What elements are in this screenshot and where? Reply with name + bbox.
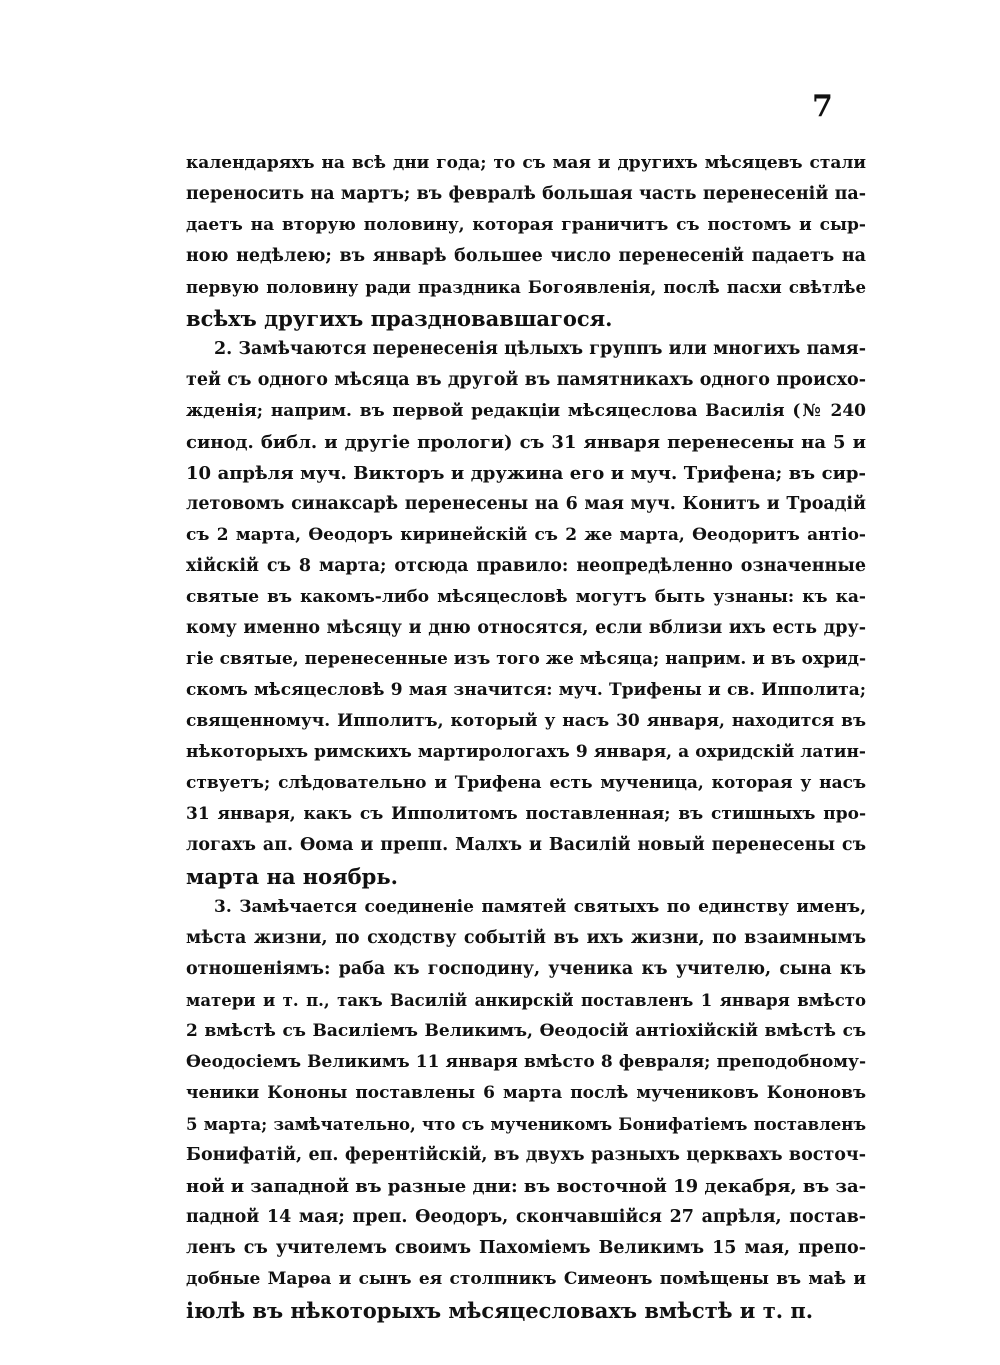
text-line: добные Марѳа и сынъ ея столпникъ Симеонъ помѣщены въ маѣ и [186, 1269, 866, 1289]
text-line: падной 14 мая; преп. Ѳеодоръ, скончавшійся 27 апрѣля, постав- [186, 1207, 866, 1227]
text-line: 2 вмѣстѣ съ Василіемъ Великимъ, Ѳеодосій антіохійскій вмѣстѣ съ [186, 1021, 866, 1041]
text-line: 31 января, какъ съ Ипполитомъ поставленная; въ стишныхъ про- [186, 804, 866, 824]
text-line: отношеніямъ: раба къ господину, ученика къ учителю, сына къ [186, 959, 866, 979]
text-line: марта на ноябрь. [186, 864, 398, 889]
text-line: нѣкоторыхъ римскихъ мартирологахъ 9 января, а охридскій латин- [186, 742, 866, 762]
text-line: мѣста жизни, по сходству событій въ ихъ жизни, по взаимнымъ [186, 928, 866, 948]
text-line: даетъ на вторую половину, которая граничитъ съ постомъ и сыр- [186, 215, 866, 235]
text-line: логахъ ап. Ѳома и препп. Малхъ и Василій новый перенесены съ [186, 835, 866, 855]
text-line: святые въ какомъ-либо мѣсяцесловѣ могутъ быть узнаны: къ ка- [186, 587, 866, 607]
text-line: ной и западной въ разные дни: въ восточной 19 декабря, въ за- [186, 1176, 866, 1197]
text-line: хійскій съ 8 марта; отсюда правило: неопредѣленно означенные [186, 556, 866, 576]
text-line: кому именно мѣсяцу и дню относятся, если вблизи ихъ есть дру- [186, 618, 866, 638]
text-line: всѣхъ другихъ праздновавшагося. [186, 306, 613, 331]
text-line: жденія; наприм. въ первой редакціи мѣсяцеслова Василія (№ 240 [186, 401, 866, 421]
text-line: матери и т. п., такъ Василій анкирскій поставленъ 1 января вмѣсто [186, 991, 866, 1010]
text-line: Ѳеодосіемъ Великимъ 11 января вмѣсто 8 февраля; преподобному- [186, 1052, 866, 1072]
text-line: ченики Кононы поставлены 6 марта послѣ мучениковъ Кононовъ [186, 1083, 866, 1103]
text-line: священномуч. Ипполитъ, который у насъ 30 января, находится въ [186, 711, 866, 731]
text-line: гіе святые, перенесенные изъ того же мѣсяца; наприм. и въ охрид- [186, 649, 866, 669]
page-number: 7 [812, 89, 833, 124]
text-line: первую половину ради праздника Богоявленія, послѣ пасхи свѣтлѣе [186, 278, 866, 297]
text-line: переносить на мартъ; въ февралѣ большая часть перенесеній па- [186, 184, 866, 204]
text-line: календаряхъ на всѣ дни года; то съ мая и другихъ мѣсяцевъ стали [186, 153, 866, 173]
text-line: тей съ одного мѣсяца въ другой въ памятникахъ одного происхо- [186, 370, 866, 390]
text-line: 3. Замѣчается соединеніе памятей святыхъ по единству именъ, [214, 897, 866, 917]
text-line: Бонифатій, еп. ферентійскій, въ двухъ разныхъ церквахъ восточ- [186, 1145, 866, 1165]
text-line: ленъ съ учителемъ своимъ Пахоміемъ Великимъ 15 мая, препо- [186, 1238, 866, 1258]
text-line: 2. Замѣчаются перенесенія цѣлыхъ группъ или многихъ памя- [214, 339, 866, 359]
text-line: скомъ мѣсяцесловѣ 9 мая значится: муч. Трифены и св. Ипполита; [186, 680, 866, 700]
text-line: ствуетъ; слѣдовательно и Трифена есть мученица, которая у насъ [186, 773, 866, 793]
body-text [186, 148, 866, 1326]
text-line: 10 апрѣля муч. Викторъ и дружина его и муч. Трифена; въ сир- [186, 463, 866, 484]
text-line: іюлѣ въ нѣкоторыхъ мѣсяцесловахъ вмѣстѣ и т. п. [186, 1298, 814, 1323]
text-line: летовомъ синаксарѣ перенесены на 6 мая муч. Конитъ и Троадій [186, 494, 866, 514]
text-line: 5 марта; замѣчательно, что съ мученикомъ Бонифатіемъ поставленъ [186, 1115, 866, 1134]
text-line: съ 2 марта, Ѳеодоръ киринейскій съ 2 же марта, Ѳеодоритъ антіо- [186, 525, 866, 545]
text-line: ною недѣлею; въ январѣ большее число перенесеній падаетъ на [186, 246, 866, 266]
text-line: синод. библ. и другіе прологи) съ 31 января перенесены на 5 и [186, 432, 866, 453]
